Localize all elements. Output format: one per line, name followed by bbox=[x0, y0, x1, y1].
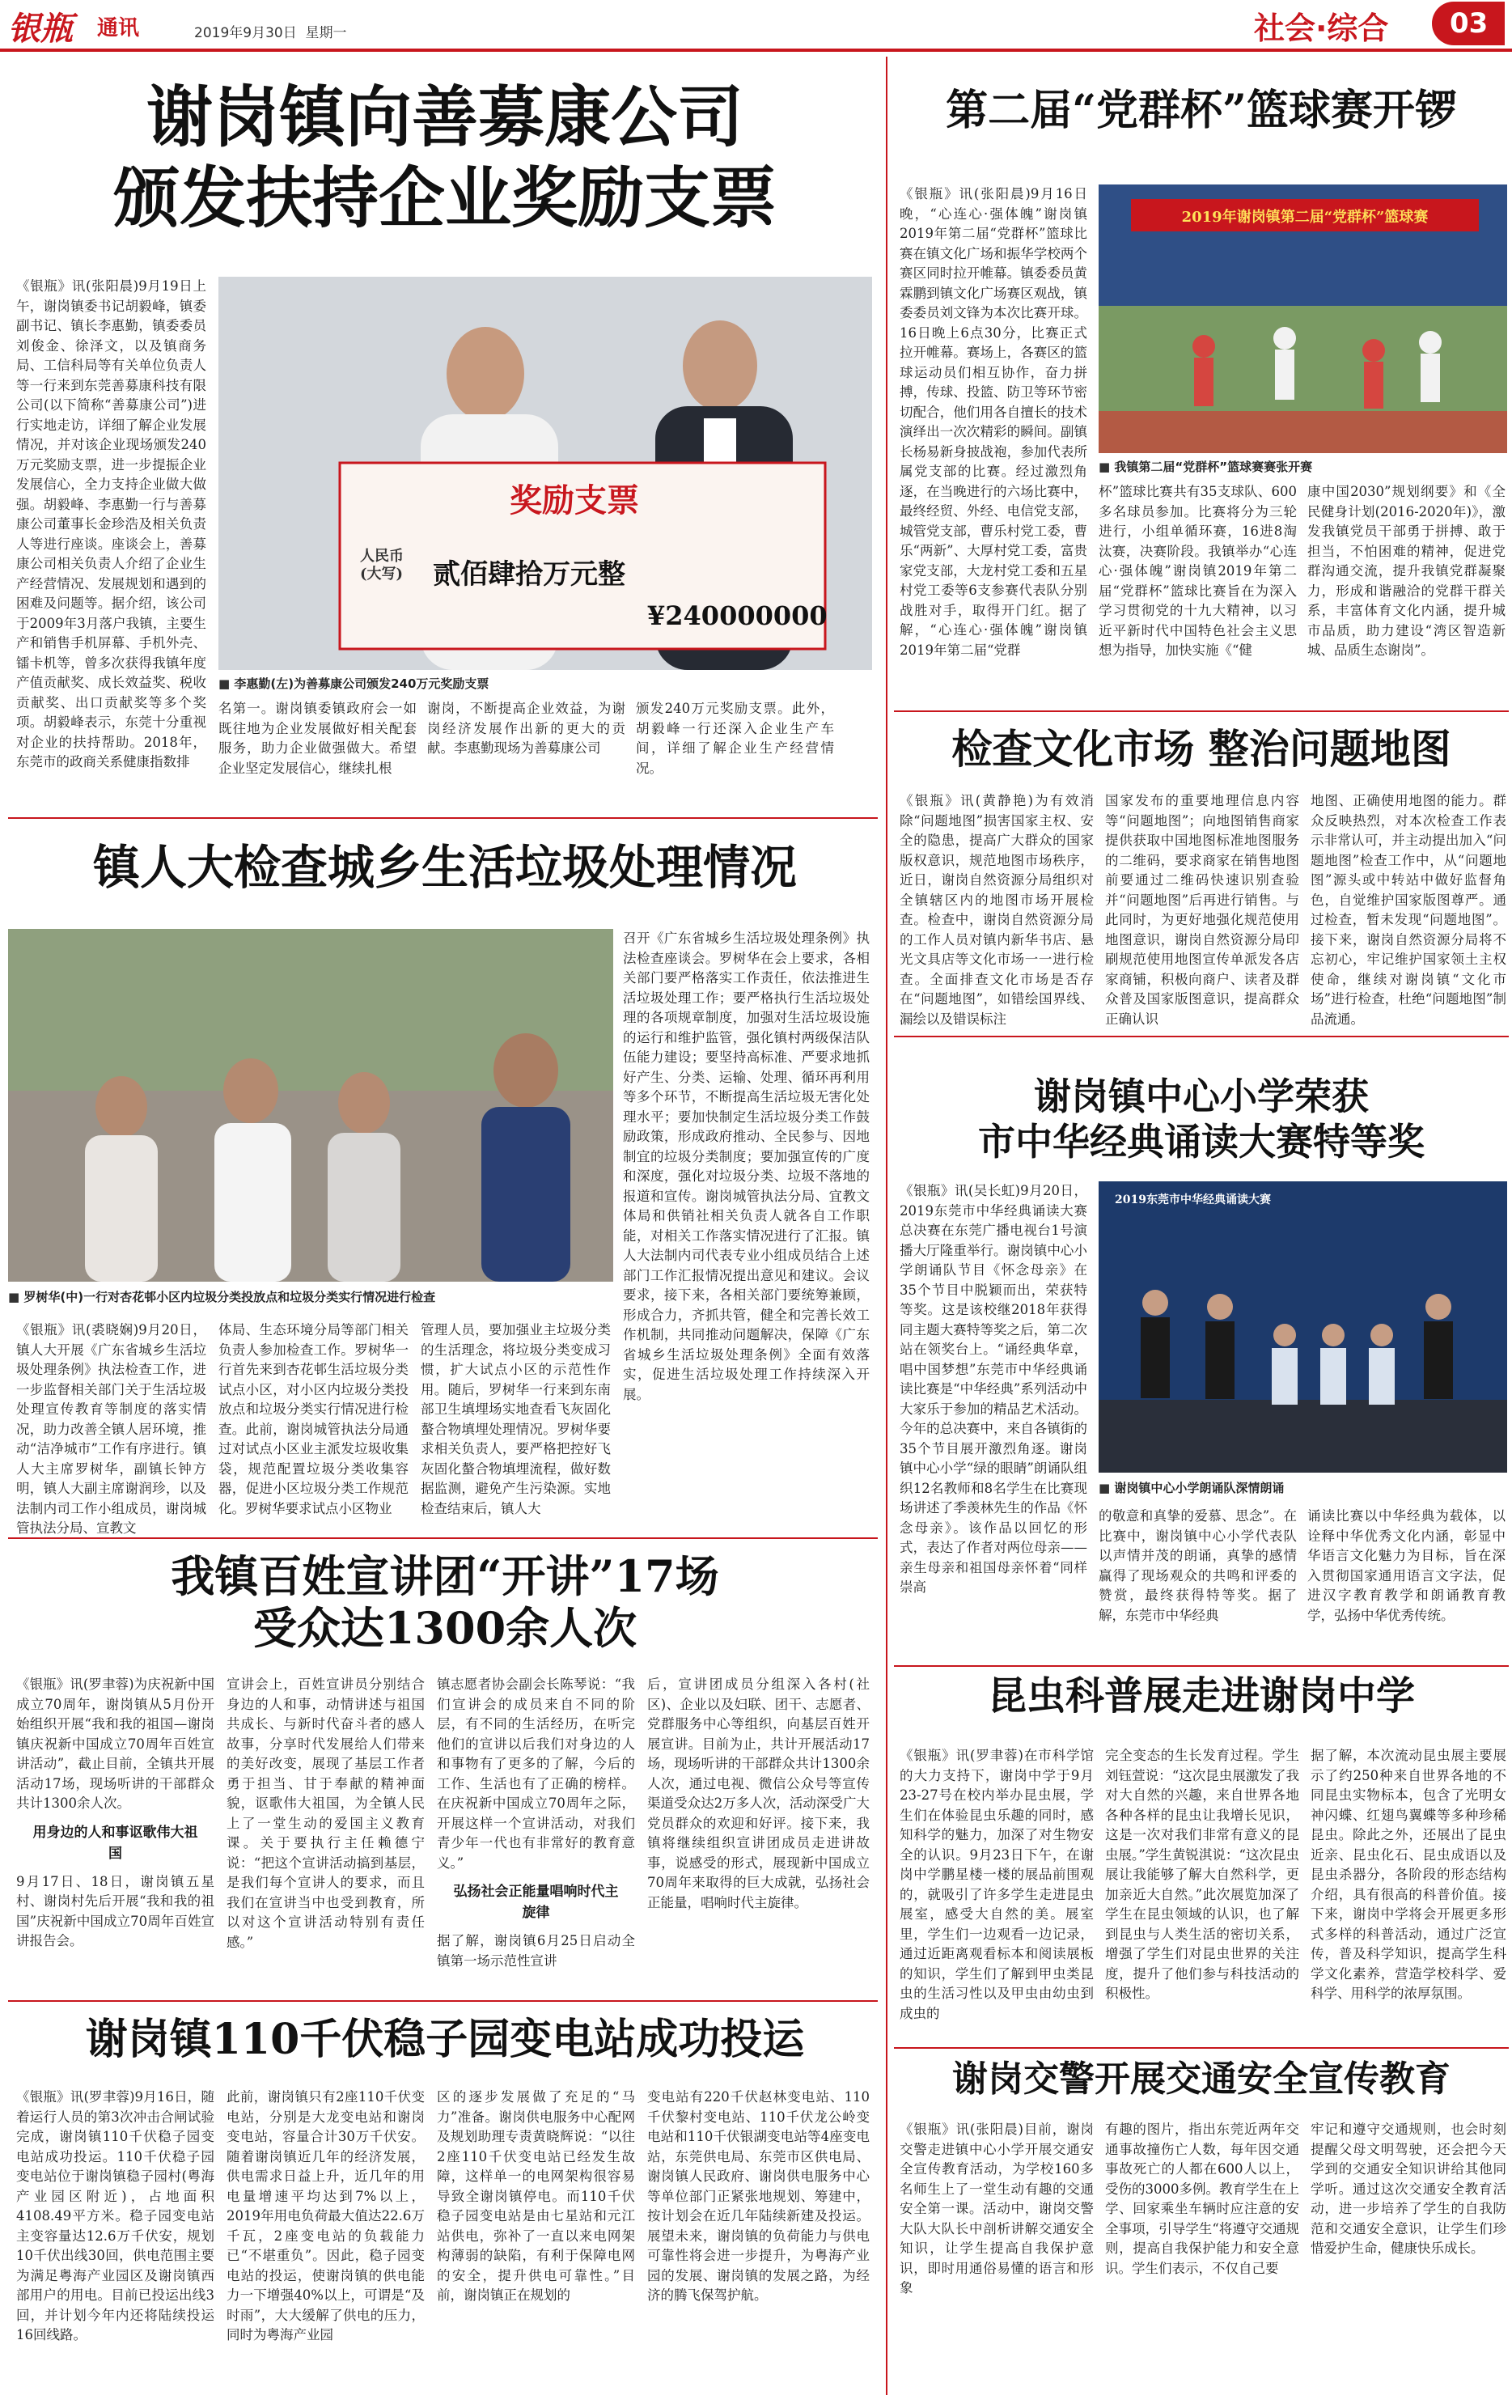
headline-recital-line2: 市中华经典诵读大赛特等奖 bbox=[978, 1119, 1425, 1164]
cheque-body-col3: 谢岗，不断提高企业效益，为谢岗经济发展作出新的更大的贡献。李惠勤现场为善募康公司 bbox=[427, 701, 625, 756]
weekday-text: 星期一 bbox=[305, 25, 347, 41]
lecture-body-col4: 后，宣讲团成员分组深入各村(社区)、企业以及妇联、团干、志愿者、党群服务中心等组织，向基层百姓开展宣讲。目前为止，共计开展活动17场，现场听讲的干部群众共计1300余人次，通过电视、微信公众号等宣传渠道受众达2万多人次，活动深受广大党员群众的欢迎和好评。接下来，我镇将继续组织宣讲团成员走进讲故事，说感受的形式，展现新中国成立70周年来取得的巨大成就，弘扬社会正能量，唱响时代主旋律。 bbox=[647, 1677, 870, 1910]
headline-recital-line1: 谢岗镇中心小学荣获 bbox=[1034, 1075, 1369, 1118]
headline-lecture-line1: 我镇百姓宣讲团“开讲”17场 bbox=[171, 1550, 719, 1602]
map-body-col2: 国家发布的重要地理信息内容等“问题地图”；向地图销售商家提供获取中国地图标准地图服务的二维码，要求商家在销售地图前要通过二维码快速识别查验并“问题地图”后再进行销售。与此同时，为更好地强化规范使用地图意识，谢岗自然资源分局印刷规范使用地图宣传单派发各店家商铺，积极向商户、读者及群众普及国家版图意识，提高群众正确认识 bbox=[1105, 793, 1299, 1027]
insect-body-col2: 完全变态的生长发育过程。学生刘钰萱说：“这次昆虫展激发了我对大自然的兴趣，来自世界各地各种各样的昆虫让我增长见识，这是一次对我们非常有意义的昆虫展。”学生黄锐淇说：“这次昆虫展让我能够了解大自然科学，更加亲近大自然。”此次展览加深了学生在昆虫领域的认识，也了解到昆虫与人类生活的密切关系，增强了学生们对昆虫世界的关注度，提升了他们参与科技活动的积极性。 bbox=[1105, 1748, 1299, 2001]
divider-b1 bbox=[894, 710, 1509, 712]
traffic-body-col2: 有趣的图片，指出东莞近两年交通事故撞伤亡人数，每年因交通事故死亡的人都在600人以上，受伤的3000多例。教育学生在上学、回家乘坐车辆时应注意的安全事项，引导学生“将遵守交通规则，提高自我保护能力和安全意识。学生们表示，不仅自己要 bbox=[1105, 2122, 1299, 2276]
headline-garbage: 镇人大检查城乡生活垃圾处理情况 bbox=[92, 840, 797, 895]
recital-body-col3: 诵读比赛以中华经典为载体，以诠释中华优秀文化内涵，彰显中华语言文化魅力为目标，旨在深入贯彻国家通用语言文字法，促进汉字教育教学和朗诵教育教学，弘扬中华优秀传统。 bbox=[1307, 1508, 1506, 1623]
cheque-caption: ■ 李惠勤(左)为善募康公司颁发240万元奖励支票 bbox=[218, 675, 872, 692]
lecture-body-col1: 《银瓶》讯(罗聿蓉)为庆祝新中国成立70周年，谢岗镇从5月份开始组织开展“我和我的祖国—谢岗镇庆祝新中国成立70周年百姓宣讲活动”，截止目前，全镇共开展活动17场，现场听讲的干部群众共计1300余人次。 bbox=[16, 1677, 214, 1811]
basketball-body-col1: 《银瓶》讯(张阳晨)9月16日晚，“心连心·强体魄”谢岗镇2019年第二届“党群杯”篮球比赛在镇文化广场和振华学校两个赛区同时拉开帷幕。镇委委员黄霖鹏到镇文化广场赛区观战，镇委委员刘文锋为本次比赛开球。16日晚上6点30分，比赛正式拉开帷幕。赛场上，各赛区的篮球运动员们相互协作，奋力拼搏，传球、投篮、防卫等环节密切配合，他们用各自擅长的技术演绎出一次次精彩的瞬间。副镇长杨易新身披战袍，参加代表所属党支部的比赛。经过激烈角逐，在当晚进行的六场比赛中，最终经贸、外经、电信党支部，城管党支部，曹乐村党工委，曹乐“两新”、大厚村党工委，富贵家党支部，大龙村党工委和五星村党工委等6支参赛代表队分别战胜对手，取得开门红。据了解，“心连心·强体魄”谢岗镇2019年第二届“党群 bbox=[900, 186, 1087, 658]
garbage-caption: ■ 罗树华(中)一行对杏花邨小区内垃圾分类投放点和垃圾分类实行情况进行检查 bbox=[8, 1288, 623, 1305]
date-text: 2019年9月30日 bbox=[194, 25, 297, 41]
map-body-col3: 地图、正确使用地图的能力。群众反映热烈，对本次检查工作表示非常认可，并主动提出加入“问题地图”检查工作中，从“问题地图”源头或中转站中做好监督角色，自觉维护国家版图尊严。通过检查，暂未发现“问题地图”。接下来，谢岗自然资源分局将不忘初心，牢记维护国家领土主权使命，继续对谢岗镇“文化市场”进行检查，杜绝“问题地图”制品流通。 bbox=[1311, 793, 1506, 1027]
cheque-body-col1: 《银瓶》讯(张阳晨)9月19日上午，谢岗镇委书记胡毅峰，镇委副书记、镇长李惠勤，镇委委员刘俊金、徐泽文，以及镇商务局、工信科局等有关单位负责人等一行来到东莞善募康科技有限公司(以下简称“善募康公司”)进行实地走访，详细了解企业发展情况，并对该企业现场颁发240万元奖励支票，进一步提振企业发展信心，全力支持企业做大做强。胡毅峰、李惠勤一行与善募康公司董事长金珍浩及相关负责人等进行座谈。座谈会上，善募康公司相关负责人介绍了企业生产经营情况、发展规划和遇到的困难及问题等。据介绍，该公司于2009年3月落户我镇，主要生产和销售手机屏幕、手机外壳、镭卡机等，曾多次获得我镇年度产值贡献奖、成长效益奖、税收贡献奖、出口贡献奖等多个奖项。胡毅峰表示，东莞十分重视对企业的扶持帮助。2018年，东莞市的政商关系健康指数排 bbox=[16, 278, 206, 769]
substation-body-col4: 变电站有220千伏赵林变电站、110千伏黎村变电站、110千伏龙公岭变电站和110千伏银湖变电站等4座变电站，东莞供电局、东莞市区供电局、谢岗镇人民政府、谢岗供电服务中心等单位部门正紧张地规划、筹建中，按计划会在近几年陆续新建及投运。展望未来，谢岗镇的负荷能力与供电可靠性将会进一步提升，为粤海产业园的发展、谢岗镇的发展之路，为经济的腾飞保驾护航。 bbox=[647, 2089, 870, 2303]
lecture-body-col2: 宣讲会上，百姓宣讲员分别结合身边的人和事，动情讲述与祖国共成长、与新时代奋斗者的感人故事，分享时代发展给人们带来的美好改变，展现了基层工作者勇于担当、甘于奉献的精神面貌，讴歌伟大祖国，为全镇人民上了一堂生动的爱国主义教育课。关于要执行主任赖德宁说：“把这个宣讲活动搞到基层，是我们每个宣讲人的要求，而且我们在宣讲当中也受到教育，所以对这个宣讲活动特别有责任感。” bbox=[227, 1677, 425, 1950]
masthead-rule bbox=[0, 49, 1512, 52]
recital-caption: ■ 谢岗镇中心小学朗诵队深情朗诵 bbox=[1099, 1479, 1507, 1496]
masthead-date bbox=[194, 21, 347, 41]
recital-photo bbox=[1099, 1181, 1507, 1473]
insect-body-col1: 《银瓶》讯(罗聿蓉)在市科学馆的大力支持下，谢岗中学于9月23-27号在校内举办昆虫展，学生们在体验昆虫乐趣的同时，感知科学的魅力，加深了对生物安全的认识。9月23日下午，在谢岗中学鹏星楼一楼的展品前围观的，就吸引了许多学生走进昆虫展室，感受大自然的美。展室里，学生们一边观看一边记录，通过近距离观看标本和阅读展板的知识，学生们了解到甲虫类昆虫的生活习性以及甲虫由幼虫到成虫的 bbox=[900, 1748, 1094, 2021]
garbage-body-col2: 体局、生态环境分局等部门相关负责人参加检查工作。罗树华一行首先来到杏花邨生活垃圾分类试点小区，对小区内垃圾分类投放点和垃圾分类实行情况进行检查。此前，谢岗城管执法分局通过对试点小区业主派发垃圾收集袋，规范配置垃圾分类收集容器，促进小区垃圾分类工作规范化。罗树华要求试点小区物业 bbox=[218, 1322, 409, 1516]
page-number: 03 bbox=[1450, 7, 1489, 40]
headline-basketball: 第二届“党群杯”篮球赛开锣 bbox=[946, 86, 1457, 135]
cheque-photo bbox=[218, 277, 872, 670]
divider-a1 bbox=[8, 817, 878, 819]
page-number-badge bbox=[1432, 2, 1505, 45]
lecture-body-col3: 镇志愿者协会副会长陈琴说：“我们宣讲会的成员来自不同的阶层，有不同的生活经历，在听完他们的宣讲以后我们对身边的人和事物有了更多的了解，今后的工作、生活也有了正确的榜样。在庆祝新中国成立70周年之际，开展这样一个宣讲活动，对我们青少年一代也有非常好的教育意义。” bbox=[437, 1677, 635, 1871]
garbage-photo bbox=[8, 929, 613, 1282]
garbage-body-right: 召开《广东省城乡生活垃圾处理条例》执法检查座谈会。罗树华在会上要求，各相关部门要严格落实工作责任，依法推进生活垃圾处理工作；要严格执行生活垃圾处理的各项规章制度，加强对生活垃圾设施的运行和维护监管，强化镇村两级保洁队伍能力建设；要坚持高标准、严要求地抓好产生、分类、运输、处理、循环再利用等多个环节，不断提高生活垃圾无害化处理水平；要加快制定生活垃圾分类工作鼓励政策，形成政府推动、全民参与、因地制宜的垃圾分类制度；要加强宣传的广度和深度，强化对垃圾分类、垃圾不落地的报道和宣传。谢岗城管执法分局、宜教文体局和供销社相关负责人就各自工作职能，对相关工作落实情况进行了汇报。镇人大法制内司代表专业小组成员结合上述部门工作汇报情况提出意见和建议。会议要求，接下来，各相关部门要统筹兼顾，形成合力，齐抓共管，健全和完善长效工作机制，共同推动问题解决，保障《广东省城乡生活垃圾处理条例》全面有效落实，促进生活垃圾处理工作持续深入开展。 bbox=[623, 931, 870, 1402]
cheque-amount: ¥240000000 bbox=[647, 600, 828, 631]
garbage-photo-illustration bbox=[8, 929, 613, 1282]
basketball-banner: 2019年谢岗镇第二届“党群杯”篮球赛 bbox=[1181, 209, 1429, 226]
garbage-body-col1: 《银瓶》讯(裘晓娴)9月20日，镇人大开展《广东省城乡生活垃圾处理条例》执法检查工作，进一步监督相关部门关于生活垃圾处理宣传教育等制度的落实情况，助力改善全镇人居环境，推动“洁净城市”工作有序进行。镇人大主席罗树华，副镇长钟方明，镇人大副主席谢润珍，以及法制内司工作小组成员，谢岗城管执法分局、宣教文 bbox=[16, 1322, 206, 1536]
divider-b4 bbox=[894, 2047, 1509, 2049]
logo-text: 银瓶 bbox=[8, 10, 73, 48]
insect-body-col3: 据了解，本次流动昆虫展主要展示了约250种来自世界各地的不同昆虫实物标本，包含了光明女神闪蝶、红翅鸟翼蝶等多种珍稀昆虫。除此之外，还展出了昆虫近亲、昆虫化石、昆虫成语以及昆虫杀器分，各阶段的形态结构介绍，具有很高的科普价值。接下来，谢岗中学将会开展更多形式多样的科普活动，通过广泛宣传，普及科学知识，提高学生科学文化素养，营造学校科学、爱科学、用科学的浓厚氛围。 bbox=[1311, 1748, 1506, 2001]
headline-map: 检查文化市场 整治问题地图 bbox=[951, 725, 1451, 773]
headline-traffic: 谢岗交警开展交通安全宣传教育 bbox=[952, 2058, 1451, 2100]
headline-cheque bbox=[16, 78, 874, 237]
substation-body-col2: 此前，谢岗镇只有2座110千伏变电站，分别是大龙变电站和谢岗变电站，容量合计30万千伏安。随着谢岗镇近几年的经济发展，供电需求日益上升，近几年的用电量增速平均达到7%以上，2019年用电负荷最大值达22.6万千瓦，2座变电站的负载能力已“不堪重负”。因此，稳子园变电站的投运，使谢岗镇的供电能力一下增强40%以上，可谓是“及时雨”，大大缓解了供电的压力，同时为粤海产业园 bbox=[227, 2089, 425, 2342]
cheque-amount-words: 贰佰肆拾万元整 bbox=[433, 558, 625, 591]
divider-b3 bbox=[894, 1665, 1509, 1667]
lecture-subhead2: 弘扬社会正能量唱响时代主旋律 bbox=[453, 1884, 619, 1921]
headline-insect: 昆虫科普展走进谢岗中学 bbox=[987, 1673, 1415, 1719]
cheque-body-col4: 颁发240万元奖励支票。此外，胡毅峰一行还深入企业生产车间，详细了解企业生产经营情况。 bbox=[636, 701, 834, 776]
basketball-body-col3: 康中国2030”规划纲要》和《全民健身计划(2016-2020年)》，激发我镇党员干部勇于拼搏、敢于担当，不怕困难的精神，促进党群沟通交流，提升我镇党群凝聚力，形成和谐融洽的党群干群关系，丰富体育文化内涵，提升城市品质，助力建设“湾区智造新城、品质生态谢岗”。 bbox=[1307, 484, 1506, 658]
basketball-photo bbox=[1099, 184, 1507, 453]
page-column-divider bbox=[886, 57, 887, 2395]
logo-sub: 通讯 bbox=[97, 16, 140, 40]
lecture-col3 bbox=[437, 1675, 635, 1986]
lecture-body-col3b: 据了解，谢岗镇6月25日启动全镇第一场示范性宣讲 bbox=[437, 1933, 635, 1969]
substation-body-col3: 区的逐步发展做了充足的“马力”准备。谢岗供电服务中心配网及规划助理专责黄晓辉说：“以往2座110千伏变电站已经发生故障，这样单一的电网架构很容易导致全谢岗镇停电。而110千伏稳子园变电站是由七星站和元江站供电，弥补了一直以来电网架构薄弱的缺陷，有利于保障电网的安全，提升供电可靠性。”目前，谢岗镇正在规划的 bbox=[437, 2089, 635, 2303]
map-body-col1: 《银瓶》讯(黄静艳)为有效消除“问题地图”损害国家主权、安全的隐患，提高广大群众的国家版权意识，规范地图市场秩序，近日，谢岗自然资源分局组织对全镇辖区内的地图市场开展检查。检查中，谢岗自然资源分局的工作人员对镇内新华书店、悬光文具店等文化市场一一进行检查。全面排查文化市场是否存在“问题地图”，如错绘国界线、漏绘以及错误标注 bbox=[900, 793, 1094, 1027]
recital-photo-illustration bbox=[1099, 1181, 1507, 1473]
headline-line1: 谢岗镇向善募康公司 bbox=[146, 78, 743, 156]
divider-a2 bbox=[8, 1537, 878, 1539]
divider-a3 bbox=[8, 2000, 878, 2002]
lecture-body-col1b: 9月17日、18日，谢岗镇五星村、谢岗村先后开展“我和我的祖国”庆祝新中国成立70周年百姓宣讲报告会。 bbox=[16, 1873, 214, 1948]
headline-substation: 谢岗镇110千伏稳子园变电站成功投运 bbox=[85, 2015, 805, 2064]
headline-recital bbox=[898, 1076, 1505, 1163]
garbage-body-col3: 管理人员，要加强业主垃圾分类的生活理念，将垃圾分类变成习惯，扩大试点小区的示范性作用。随后，罗树华一行来到东南部卫生填埋场实地查看飞灰固化螯合物填埋处理情况。罗树华要求相关负责人，要严格把控好飞灰固化螯合物填埋流程，做好数据监测，避免产生污染源。实地检查结束后，镇人大 bbox=[421, 1322, 611, 1516]
recital-banner: 2019东莞市中华经典诵读大赛 bbox=[1115, 1193, 1271, 1206]
section-name: 社会·综合 bbox=[1254, 11, 1389, 46]
traffic-body-col3: 牢记和遵守交通规则，也会时刻提醒父母文明驾驶，还会把今天学到的交通安全知识讲给其他同学听。通过这次交通安全教育活动，进一步培养了学生的自我防范和交通安全意识，让学生们珍惜爱护生命，健康快乐成长。 bbox=[1311, 2122, 1506, 2256]
masthead-logo bbox=[8, 3, 170, 48]
basketball-caption: ■ 我镇第二届“党群杯”篮球赛赛张开赛 bbox=[1099, 458, 1507, 475]
traffic-body-col1: 《银瓶》讯(张阳晨)目前，谢岗交警走进镇中心小学开展交通安全宣传教育活动，为学校160多名师生上了一堂生动有趣的交通安全第一课。活动中，谢岗交警大队大队长中剖析讲解交通安全知识，让学生提高自我保护意识，即时用通俗易懂的语言和形象 bbox=[900, 2122, 1094, 2296]
recital-body-col1: 《银瓶》讯(吴长虹)9月20日，2019东莞市中华经典诵读大赛总决赛在东莞广播电视台1号演播大厅隆重举行。谢岗镇中心小学朗诵队节目《怀念母亲》在35个节目中脱颖而出，荣获特等奖。这是该校继2018年获得同主题大赛特等奖之后，第二次站在领奖台上。“诵经典华章，唱中国梦想”东莞市中华经典诵读比赛是“中华经典”系列活动中大家乐于参加的精品艺术活动。今年的总决赛中，来自各镇街的35个节目展开激烈角逐。谢岗镇中心小学“绿的眼睛”朗诵队组织12名教师和8名学生在比赛现场讲述了季羡林先生的作品《怀念母亲》。该作品以回忆的形式，表达了作者对两位母亲——亲生母亲和祖国母亲怀着“同样崇高 bbox=[900, 1183, 1087, 1595]
cheque-label: 人民币(大写) bbox=[360, 548, 404, 583]
basketball-body-col2: 杯”篮球比赛共有35支球队、600多名球员参加。比赛将分为三轮进行，小组单循环赛，16进8淘汰赛，决赛阶段。我镇举办“心连心·强体魄”谢岗镇2019年第二届“党群杯”篮球比赛旨在为深入学习贯彻党的十九大精神，以习近平新时代中国特色社会主义思想为指导，加快实施《“健 bbox=[1099, 484, 1297, 658]
substation-body-col1: 《银瓶》讯(罗聿蓉)9月16日，随着运行人员的第3次冲击合闸试验完成，谢岗镇110千伏稳子园变电站成功投运。110千伏稳子园变电站位于谢岗镇稳子园村(粤海产业园区附近)，占地面积4108.49平方米。稳子园变电站主变容量达12.6万千伏安，规划10千伏出线30回，供电范围主要为满足粤海产业园区及谢岗镇西部用户的用电。目前已投运出线3回，并计划今年内还将陆续投运16回线路。 bbox=[16, 2089, 214, 2342]
cheque-title: 奖励支票 bbox=[510, 481, 639, 519]
headline-lecture-line2: 受众达1300余人次 bbox=[252, 1602, 637, 1655]
recital-body-col2: 的敬意和真挚的爱慕、思念”。在比赛中，谢岗镇中心小学代表队以声情并茂的朗诵，真挚的感情赢得了现场观众的共鸣和评委的赞赏，最终获得特等奖。据了解，东莞市中华经典 bbox=[1099, 1508, 1297, 1623]
lecture-subhead1: 用身边的人和事讴歌伟大祖国 bbox=[32, 1824, 198, 1862]
headline-lecture bbox=[16, 1552, 874, 1653]
divider-b2 bbox=[894, 1036, 1509, 1037]
headline-line2: 颁发扶持企业奖励支票 bbox=[112, 159, 777, 237]
lecture-col1 bbox=[16, 1675, 214, 1986]
cheque-body-col2: 名第一。谢岗镇委镇政府会一如既往地为企业发展做好相关配套服务，助力企业做强做大。希望企业坚定发展信心，继续扎根 bbox=[218, 701, 417, 776]
